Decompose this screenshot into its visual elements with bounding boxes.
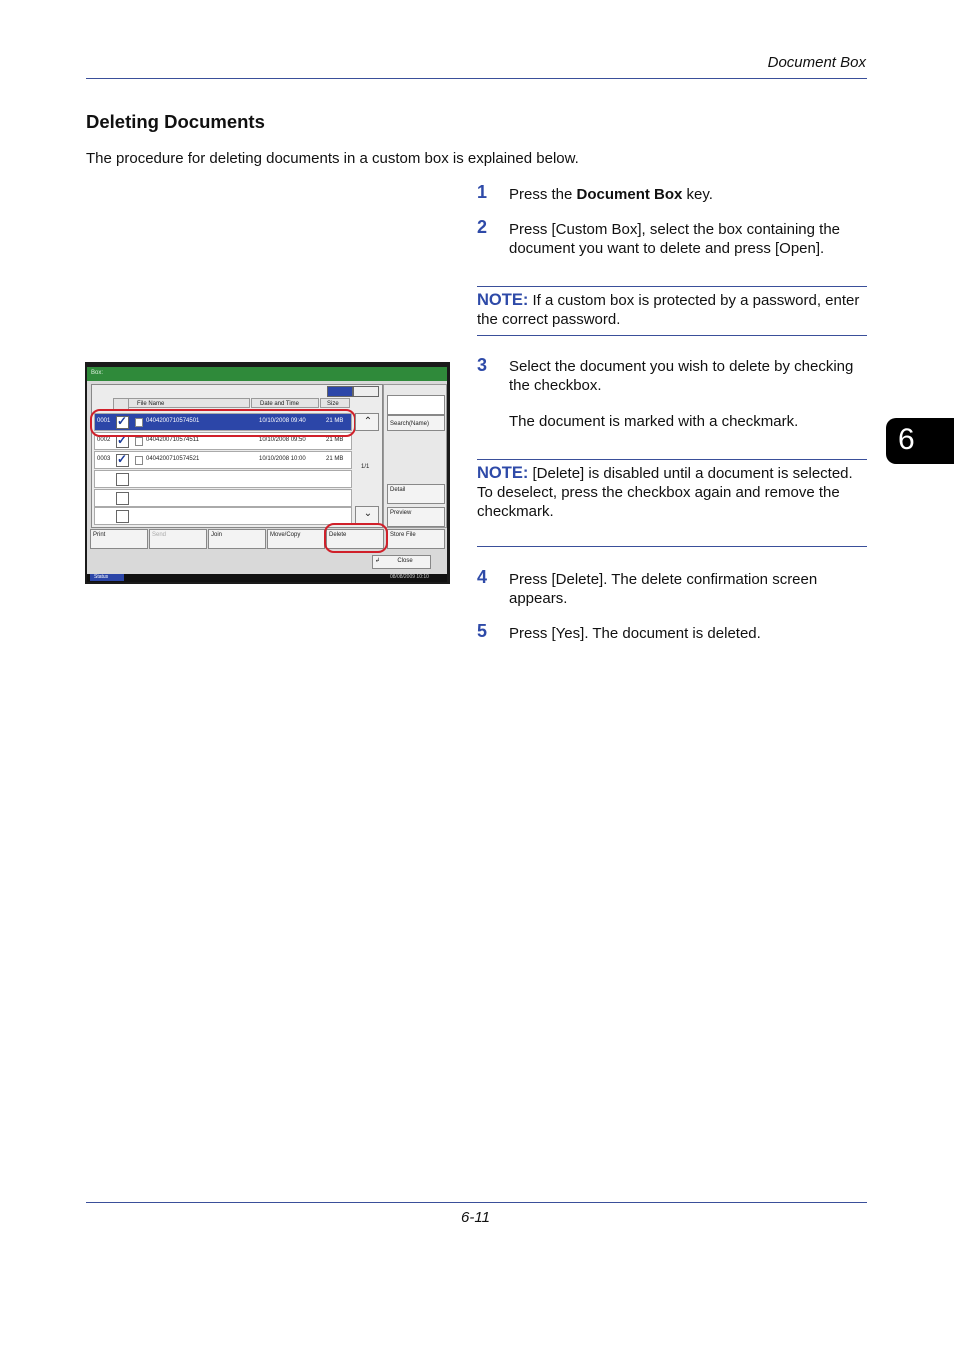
note-rule	[477, 459, 867, 460]
thumbnail-view-icon[interactable]	[353, 386, 379, 397]
note-password: NOTE: If a custom box is protected by a password, enter the correct password.	[477, 291, 860, 328]
header-rule	[86, 78, 867, 79]
highlight-ring	[324, 523, 388, 553]
note-rule	[477, 286, 867, 287]
row-checkbox[interactable]	[116, 510, 129, 523]
file-size: 21 MB	[326, 418, 344, 424]
row-number: 0002	[97, 437, 111, 443]
print-button[interactable]: Print	[90, 529, 148, 549]
step-number: 2	[477, 217, 488, 237]
detail-button[interactable]: Detail	[387, 484, 445, 504]
file-name: 0404200710574501	[146, 418, 200, 424]
column-file-name[interactable]: File Name	[128, 398, 250, 408]
scroll-down-button[interactable]: ⌄	[355, 506, 379, 524]
status-button[interactable]: Status	[90, 574, 124, 581]
step-number: 3	[477, 355, 488, 375]
document-icon	[135, 437, 143, 446]
step-2-text: Press [Custom Box], select the box containing the document you want to delete and press [Open].	[509, 221, 841, 257]
step-4-text: Press [Delete]. The delete confirmation screen appears.	[509, 571, 818, 607]
footer-rule	[86, 1202, 867, 1203]
step-3-text: Select the document you wish to delete by checking the checkbox.	[509, 358, 854, 394]
file-name: 0404200710574521	[146, 456, 200, 462]
file-name: 0404200710574511	[146, 437, 199, 443]
step-5-text: Press [Yes]. The document is deleted.	[509, 625, 761, 642]
note-rule	[477, 335, 867, 336]
file-size: 21 MB	[326, 437, 344, 443]
send-button[interactable]: Send	[149, 529, 207, 549]
chapter-number: 6	[898, 423, 915, 456]
step-1-text: Press the Document Box key.	[509, 186, 713, 203]
file-date: 10/10/2008 09:50	[259, 437, 306, 443]
document-icon	[135, 456, 143, 465]
file-date: 10/10/2008 09:40	[259, 418, 306, 424]
search-input[interactable]	[387, 395, 445, 415]
highlight-ring	[90, 409, 356, 437]
close-button[interactable]: ↲ Close	[372, 555, 431, 569]
row-number: 0001	[97, 418, 111, 424]
file-date: 10/10/2008 10:00	[259, 456, 306, 462]
row-checkbox[interactable]	[116, 454, 129, 467]
chapter-tab	[886, 418, 954, 464]
screen-datetime: 08/08/2009 10:10	[390, 574, 429, 580]
store-file-button[interactable]: Store File	[387, 529, 445, 549]
running-header: Document Box	[767, 54, 866, 71]
row-checkbox[interactable]	[116, 492, 129, 505]
table-row[interactable]	[94, 451, 352, 469]
row-number: 0003	[97, 456, 111, 462]
column-date-time[interactable]: Date and Time	[251, 398, 319, 408]
step-3-result: The document is marked with a checkmark.	[509, 413, 799, 430]
section-title: Deleting Documents	[86, 111, 265, 132]
row-checkbox[interactable]	[116, 473, 129, 486]
preview-button[interactable]: Preview	[387, 507, 445, 527]
scroll-up-button[interactable]: ⌃	[355, 413, 379, 431]
step-number: 4	[477, 567, 488, 587]
delete-button[interactable]: Delete	[326, 529, 384, 549]
empty-row	[94, 470, 352, 488]
step-number: 1	[477, 182, 488, 202]
page-indicator: 1/1	[361, 464, 370, 470]
note-delete-disabled: NOTE: [Delete] is disabled until a document is selected. To deselect, press the checkbox again and remove the checkmark.	[477, 464, 853, 520]
step-number: 5	[477, 621, 488, 641]
box-label: Box:	[91, 370, 104, 376]
column-size[interactable]: Size	[320, 398, 350, 408]
enter-icon: ↲	[375, 558, 381, 564]
page-number: 6-11	[461, 1209, 490, 1226]
file-size: 21 MB	[326, 456, 344, 462]
intro-text: The procedure for deleting documents in a custom box is explained below.	[86, 150, 579, 167]
note-rule	[477, 546, 867, 547]
document-box-screen	[85, 362, 450, 584]
search-name-button[interactable]: Search(Name)	[387, 415, 445, 431]
screen-title-bar	[87, 367, 447, 381]
move-copy-button[interactable]: Move/Copy	[267, 529, 325, 549]
join-button[interactable]: Join	[208, 529, 266, 549]
empty-row	[94, 489, 352, 507]
list-view-icon[interactable]	[327, 386, 353, 397]
empty-row	[94, 507, 352, 525]
